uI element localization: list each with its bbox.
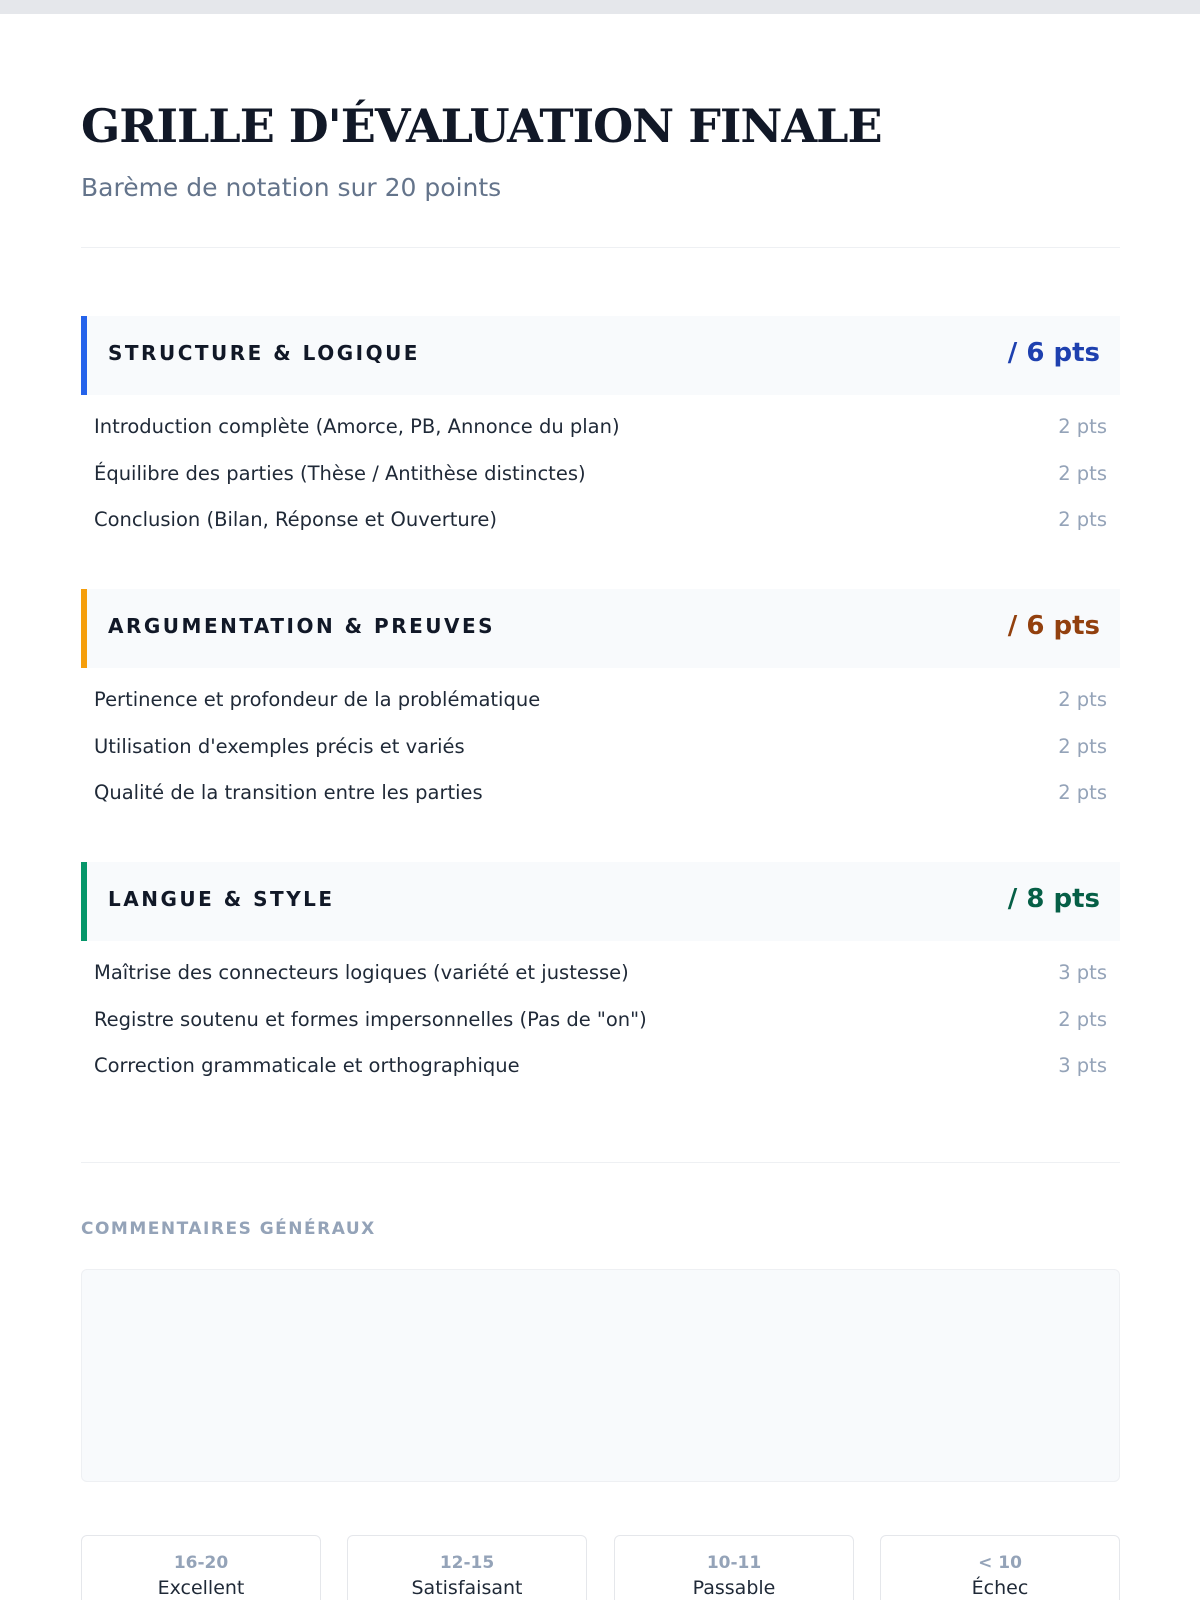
grade-label: Satisfaisant [411,1577,523,1599]
section-argumentation [81,589,1120,817]
grade-scale [81,1535,1120,1600]
grade-card-excellent [81,1535,321,1600]
criterion-row [81,770,1120,817]
criterion-points: 2 pts [1058,1007,1107,1031]
grade-label: Échec [971,1577,1029,1599]
top-bar [0,0,1200,14]
criterion-label: Utilisation d'exemples précis et variés [94,734,465,758]
criterion-points: 2 pts [1058,781,1107,805]
criterion-label: Maîtrise des connecteurs logiques (variété et justesse) [94,961,629,984]
section-points: / 6 pts [1007,338,1100,368]
criterion-row [81,724,1120,771]
grade-range: 16-20 [173,1553,229,1573]
criterion-row [81,497,1120,544]
section-points: / 6 pts [1007,611,1100,641]
section-title: ARGUMENTATION & PREUVES [108,614,496,638]
section-langue [81,862,1120,1090]
criterion-label: Qualité de la transition entre les parties [94,781,483,805]
criterion-points: 3 pts [1058,1054,1107,1078]
criterion-row [81,404,1120,451]
criterion-row [81,997,1120,1044]
grade-range: 12-15 [439,1553,495,1573]
criterion-points: 3 pts [1058,961,1107,984]
criterion-points: 2 pts [1058,415,1107,438]
criterion-points: 2 pts [1058,508,1107,532]
criterion-points: 2 pts [1058,688,1107,711]
section-header [81,316,1120,395]
criterion-label: Introduction complète (Amorce, PB, Annonce du plan) [94,415,620,438]
section-header [81,589,1120,668]
grade-card-satisfaisant [347,1535,587,1600]
page-title: GRILLE D'ÉVALUATION FINALE [81,99,882,153]
grade-range: < 10 [978,1553,1022,1573]
section-header [81,862,1120,941]
grade-range: 10-11 [706,1553,762,1573]
grade-label: Excellent [157,1577,245,1599]
criterion-points: 2 pts [1058,734,1107,758]
section-structure [81,316,1120,544]
criterion-label: Pertinence et profondeur de la problématique [94,688,541,711]
grade-card-passable [614,1535,854,1600]
criterion-row [81,677,1120,724]
grade-card-echec [880,1535,1120,1600]
criterion-label: Correction grammaticale et orthographique [94,1054,520,1078]
criterion-label: Conclusion (Bilan, Réponse et Ouverture) [94,508,497,532]
grade-label: Passable [692,1577,776,1599]
criterion-row [81,950,1120,997]
criterion-label: Équilibre des parties (Thèse / Antithèse distinctes) [94,461,586,485]
criterion-label: Registre soutenu et formes impersonnelles (Pas de "on") [94,1007,647,1031]
criterion-row [81,1043,1120,1090]
page-subtitle: Barème de notation sur 20 points [81,173,502,202]
comments-divider [81,1162,1120,1163]
criterion-row [81,451,1120,498]
comments-field[interactable] [81,1269,1120,1482]
section-title: STRUCTURE & LOGIQUE [108,341,420,365]
section-points: / 8 pts [1007,884,1100,914]
criterion-points: 2 pts [1058,461,1107,485]
section-title: LANGUE & STYLE [108,887,335,911]
comments-label: COMMENTAIRES GÉNÉRAUX [81,1219,376,1239]
header-divider [81,247,1120,248]
